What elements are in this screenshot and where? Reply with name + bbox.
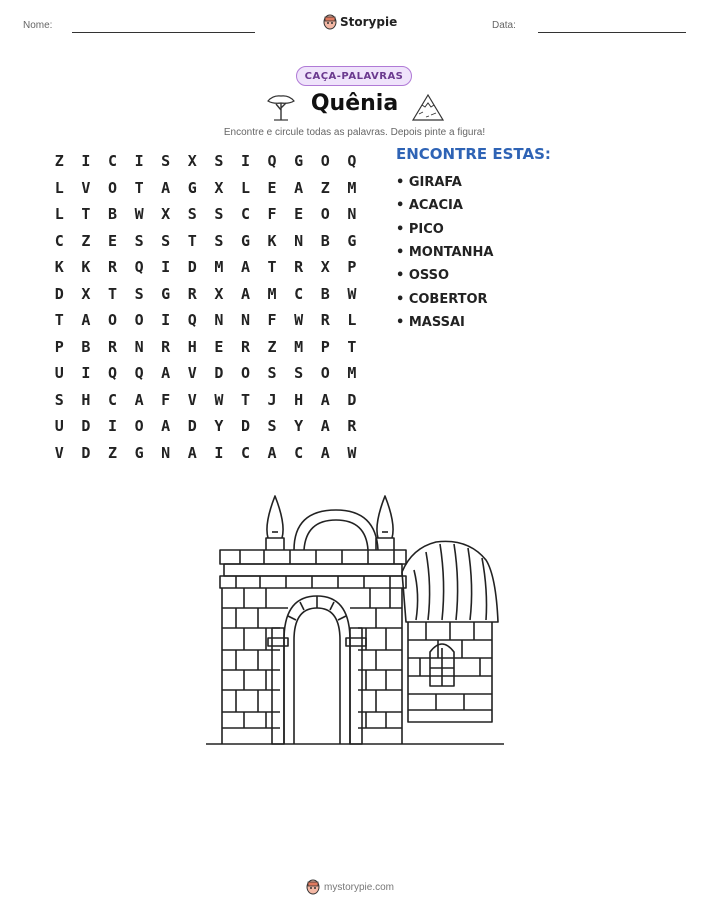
grid-letter[interactable]: Z [54, 152, 64, 171]
grid-row [46, 175, 365, 202]
grid-letter[interactable]: S [187, 205, 197, 224]
grid-letter[interactable]: U [54, 364, 64, 383]
grid-letter[interactable]: C [107, 152, 117, 171]
grid-letter[interactable]: A [240, 258, 250, 277]
grid-letter[interactable]: X [320, 258, 330, 277]
grid-letter[interactable]: L [54, 205, 64, 224]
grid-letter[interactable]: Y [214, 417, 224, 436]
grid-letter[interactable]: R [347, 417, 357, 436]
grid-letter[interactable]: I [134, 152, 144, 171]
footer [306, 879, 394, 895]
grid-letter[interactable]: P [320, 337, 330, 356]
grid-row [46, 307, 365, 334]
grid-letter[interactable]: C [107, 390, 117, 409]
grid-letter[interactable]: E [294, 205, 304, 224]
grid-letter[interactable]: L [347, 311, 357, 330]
grid-letter[interactable]: Q [187, 311, 197, 330]
page-title: Quênia [310, 91, 399, 116]
grid-letter[interactable]: A [240, 284, 250, 303]
grid-letter[interactable]: D [81, 443, 91, 462]
grid-letter[interactable]: R [320, 311, 330, 330]
grid-letter[interactable]: V [187, 390, 197, 409]
grid-letter[interactable]: W [294, 311, 304, 330]
grid-letter[interactable]: V [187, 364, 197, 383]
grid-letter[interactable]: X [214, 178, 224, 197]
grid-letter[interactable]: M [267, 284, 277, 303]
footer-url: mystorypie.com [324, 881, 395, 893]
grid-row [46, 360, 365, 387]
grid-letter[interactable]: O [240, 364, 250, 383]
grid-letter[interactable]: B [81, 337, 91, 356]
grid-letter[interactable]: V [54, 443, 64, 462]
word-item: • PICO [396, 221, 444, 237]
grid-letter[interactable]: I [81, 152, 91, 171]
mountain-icon [411, 92, 445, 122]
grid-row [46, 228, 365, 255]
grid-letter[interactable]: B [107, 205, 117, 224]
grid-letter[interactable]: S [54, 390, 64, 409]
grid-letter[interactable]: S [267, 364, 277, 383]
grid-letter[interactable]: S [134, 231, 144, 250]
brand-logo [323, 14, 397, 30]
grid-letter[interactable]: C [54, 231, 64, 250]
grid-letter[interactable]: D [347, 390, 357, 409]
grid-letter[interactable]: N [240, 311, 250, 330]
word-item: • OSSO [396, 268, 450, 284]
grid-row [46, 387, 365, 414]
grid-row [46, 148, 365, 175]
brand-name: Storypie [340, 15, 398, 29]
grid-row [46, 440, 365, 467]
grid-letter[interactable]: Q [134, 364, 144, 383]
grid-letter[interactable]: H [81, 390, 91, 409]
grid-letter[interactable]: M [294, 337, 304, 356]
grid-letter[interactable]: O [320, 205, 330, 224]
date-line [538, 32, 686, 33]
grid-letter[interactable]: A [161, 178, 171, 197]
grid-letter[interactable]: L [240, 178, 250, 197]
grid-letter[interactable]: S [267, 417, 277, 436]
grid-letter[interactable]: M [214, 258, 224, 277]
grid-letter[interactable]: T [267, 258, 277, 277]
instructions: Encontre e circule todas as palavras. Depois pinte a figura! [223, 127, 486, 138]
grid-letter[interactable]: Q [347, 152, 357, 171]
name-label: Nome: [23, 20, 53, 31]
grid-letter[interactable]: A [320, 417, 330, 436]
grid-letter[interactable]: G [347, 231, 357, 250]
grid-letter[interactable]: O [320, 152, 330, 171]
grid-letter[interactable]: A [161, 364, 171, 383]
grid-row [46, 413, 365, 440]
grid-letter[interactable]: L [54, 178, 64, 197]
word-item: • MASSAI [396, 314, 465, 330]
grid-letter[interactable]: T [187, 231, 197, 250]
grid-letter[interactable]: D [54, 284, 64, 303]
grid-letter[interactable]: X [187, 152, 197, 171]
grid-letter[interactable]: R [107, 258, 117, 277]
grid-letter[interactable]: T [107, 284, 117, 303]
grid-letter[interactable]: D [214, 364, 224, 383]
grid-letter[interactable]: A [267, 443, 277, 462]
grid-letter[interactable]: A [187, 443, 197, 462]
grid-letter[interactable]: U [54, 417, 64, 436]
grid-letter[interactable]: G [187, 178, 197, 197]
grid-letter[interactable]: W [214, 390, 224, 409]
storypie-mascot-icon [306, 879, 320, 895]
grid-row [46, 201, 365, 228]
grid-letter[interactable]: S [161, 231, 171, 250]
grid-letter[interactable]: E [107, 231, 117, 250]
grid-letter[interactable]: E [267, 178, 277, 197]
grid-letter[interactable]: S [161, 152, 171, 171]
grid-letter[interactable]: T [54, 311, 64, 330]
grid-letter[interactable]: T [81, 205, 91, 224]
grid-letter[interactable]: O [134, 311, 144, 330]
grid-letter[interactable]: C [240, 443, 250, 462]
word-list-heading: ENCONTRE ESTAS: [396, 145, 551, 163]
name-line [72, 32, 255, 33]
grid-letter[interactable]: O [320, 364, 330, 383]
storypie-mascot-icon [323, 14, 337, 30]
grid-letter[interactable]: F [267, 205, 277, 224]
grid-letter[interactable]: H [294, 390, 304, 409]
grid-letter[interactable]: D [187, 417, 197, 436]
grid-letter[interactable]: Z [267, 337, 277, 356]
grid-letter[interactable]: I [161, 311, 171, 330]
word-list [396, 171, 493, 334]
grid-letter[interactable]: R [161, 337, 171, 356]
grid-letter[interactable]: R [107, 337, 117, 356]
grid-letter[interactable]: T [134, 178, 144, 197]
grid-letter[interactable]: A [320, 390, 330, 409]
grid-letter[interactable]: S [134, 284, 144, 303]
grid-letter[interactable]: Z [107, 443, 117, 462]
grid-row [46, 281, 365, 308]
grid-letter[interactable]: H [187, 337, 197, 356]
grid-row [46, 334, 365, 361]
grid-letter[interactable]: E [214, 337, 224, 356]
grid-letter[interactable]: G [161, 284, 171, 303]
grid-letter[interactable]: J [267, 390, 277, 409]
category-badge: CAÇA-PALAVRAS [296, 66, 412, 86]
word-item: • ACACIA [396, 198, 463, 214]
grid-letter[interactable]: G [240, 231, 250, 250]
grid-letter[interactable]: Q [134, 258, 144, 277]
grid-letter[interactable]: A [134, 390, 144, 409]
grid-letter[interactable]: C [294, 284, 304, 303]
grid-letter[interactable]: W [347, 443, 357, 462]
grid-letter[interactable]: I [214, 443, 224, 462]
grid-letter[interactable]: O [107, 311, 117, 330]
grid-letter[interactable]: X [81, 284, 91, 303]
grid-letter[interactable]: Q [107, 364, 117, 383]
grid-letter[interactable]: K [267, 231, 277, 250]
grid-letter[interactable]: N [214, 311, 224, 330]
grid-letter[interactable]: M [347, 178, 357, 197]
grid-letter[interactable]: O [107, 178, 117, 197]
grid-letter[interactable]: S [214, 152, 224, 171]
grid-letter[interactable]: P [54, 337, 64, 356]
grid-letter[interactable]: S [214, 205, 224, 224]
grid-letter[interactable]: C [240, 205, 250, 224]
date-label: Data: [492, 20, 516, 31]
grid-letter[interactable]: F [267, 311, 277, 330]
grid-letter[interactable]: A [294, 178, 304, 197]
word-search-grid [46, 148, 365, 466]
grid-letter[interactable]: R [240, 337, 250, 356]
grid-letter[interactable]: Y [294, 417, 304, 436]
grid-letter[interactable]: S [214, 231, 224, 250]
grid-letter[interactable]: N [161, 443, 171, 462]
grid-letter[interactable]: B [320, 284, 330, 303]
grid-letter[interactable]: Z [81, 231, 91, 250]
coloring-page-gate-illustration [200, 490, 510, 750]
grid-letter[interactable]: O [134, 417, 144, 436]
grid-letter[interactable]: M [347, 364, 357, 383]
grid-letter[interactable]: S [294, 364, 304, 383]
grid-letter[interactable]: D [81, 417, 91, 436]
grid-letter[interactable]: X [214, 284, 224, 303]
grid-letter[interactable]: T [240, 390, 250, 409]
grid-letter[interactable]: D [240, 417, 250, 436]
grid-letter[interactable]: N [347, 205, 357, 224]
word-item: • GIRAFA [396, 175, 462, 191]
grid-letter[interactable]: T [347, 337, 357, 356]
grid-letter[interactable]: I [81, 364, 91, 383]
grid-letter[interactable]: R [187, 284, 197, 303]
grid-letter[interactable]: A [320, 443, 330, 462]
grid-letter[interactable]: V [81, 178, 91, 197]
grid-letter[interactable]: B [320, 231, 330, 250]
grid-letter[interactable]: A [161, 417, 171, 436]
grid-letter[interactable]: W [347, 284, 357, 303]
grid-letter[interactable]: P [347, 258, 357, 277]
grid-letter[interactable]: I [161, 258, 171, 277]
grid-letter[interactable]: D [187, 258, 197, 277]
grid-letter[interactable]: G [294, 152, 304, 171]
grid-row [46, 254, 365, 281]
grid-letter[interactable]: C [294, 443, 304, 462]
grid-letter[interactable]: R [294, 258, 304, 277]
grid-letter[interactable]: Q [267, 152, 277, 171]
grid-letter[interactable]: F [161, 390, 171, 409]
grid-letter[interactable]: N [294, 231, 304, 250]
grid-letter[interactable]: A [81, 311, 91, 330]
word-item: • MONTANHA [396, 245, 494, 261]
grid-letter[interactable]: W [134, 205, 144, 224]
word-item: • COBERTOR [396, 291, 488, 307]
grid-letter[interactable]: I [240, 152, 250, 171]
grid-letter[interactable]: X [161, 205, 171, 224]
grid-letter[interactable]: N [134, 337, 144, 356]
grid-letter[interactable]: K [81, 258, 91, 277]
grid-letter[interactable]: Z [320, 178, 330, 197]
grid-letter[interactable]: G [134, 443, 144, 462]
grid-letter[interactable]: K [54, 258, 64, 277]
grid-letter[interactable]: I [107, 417, 117, 436]
